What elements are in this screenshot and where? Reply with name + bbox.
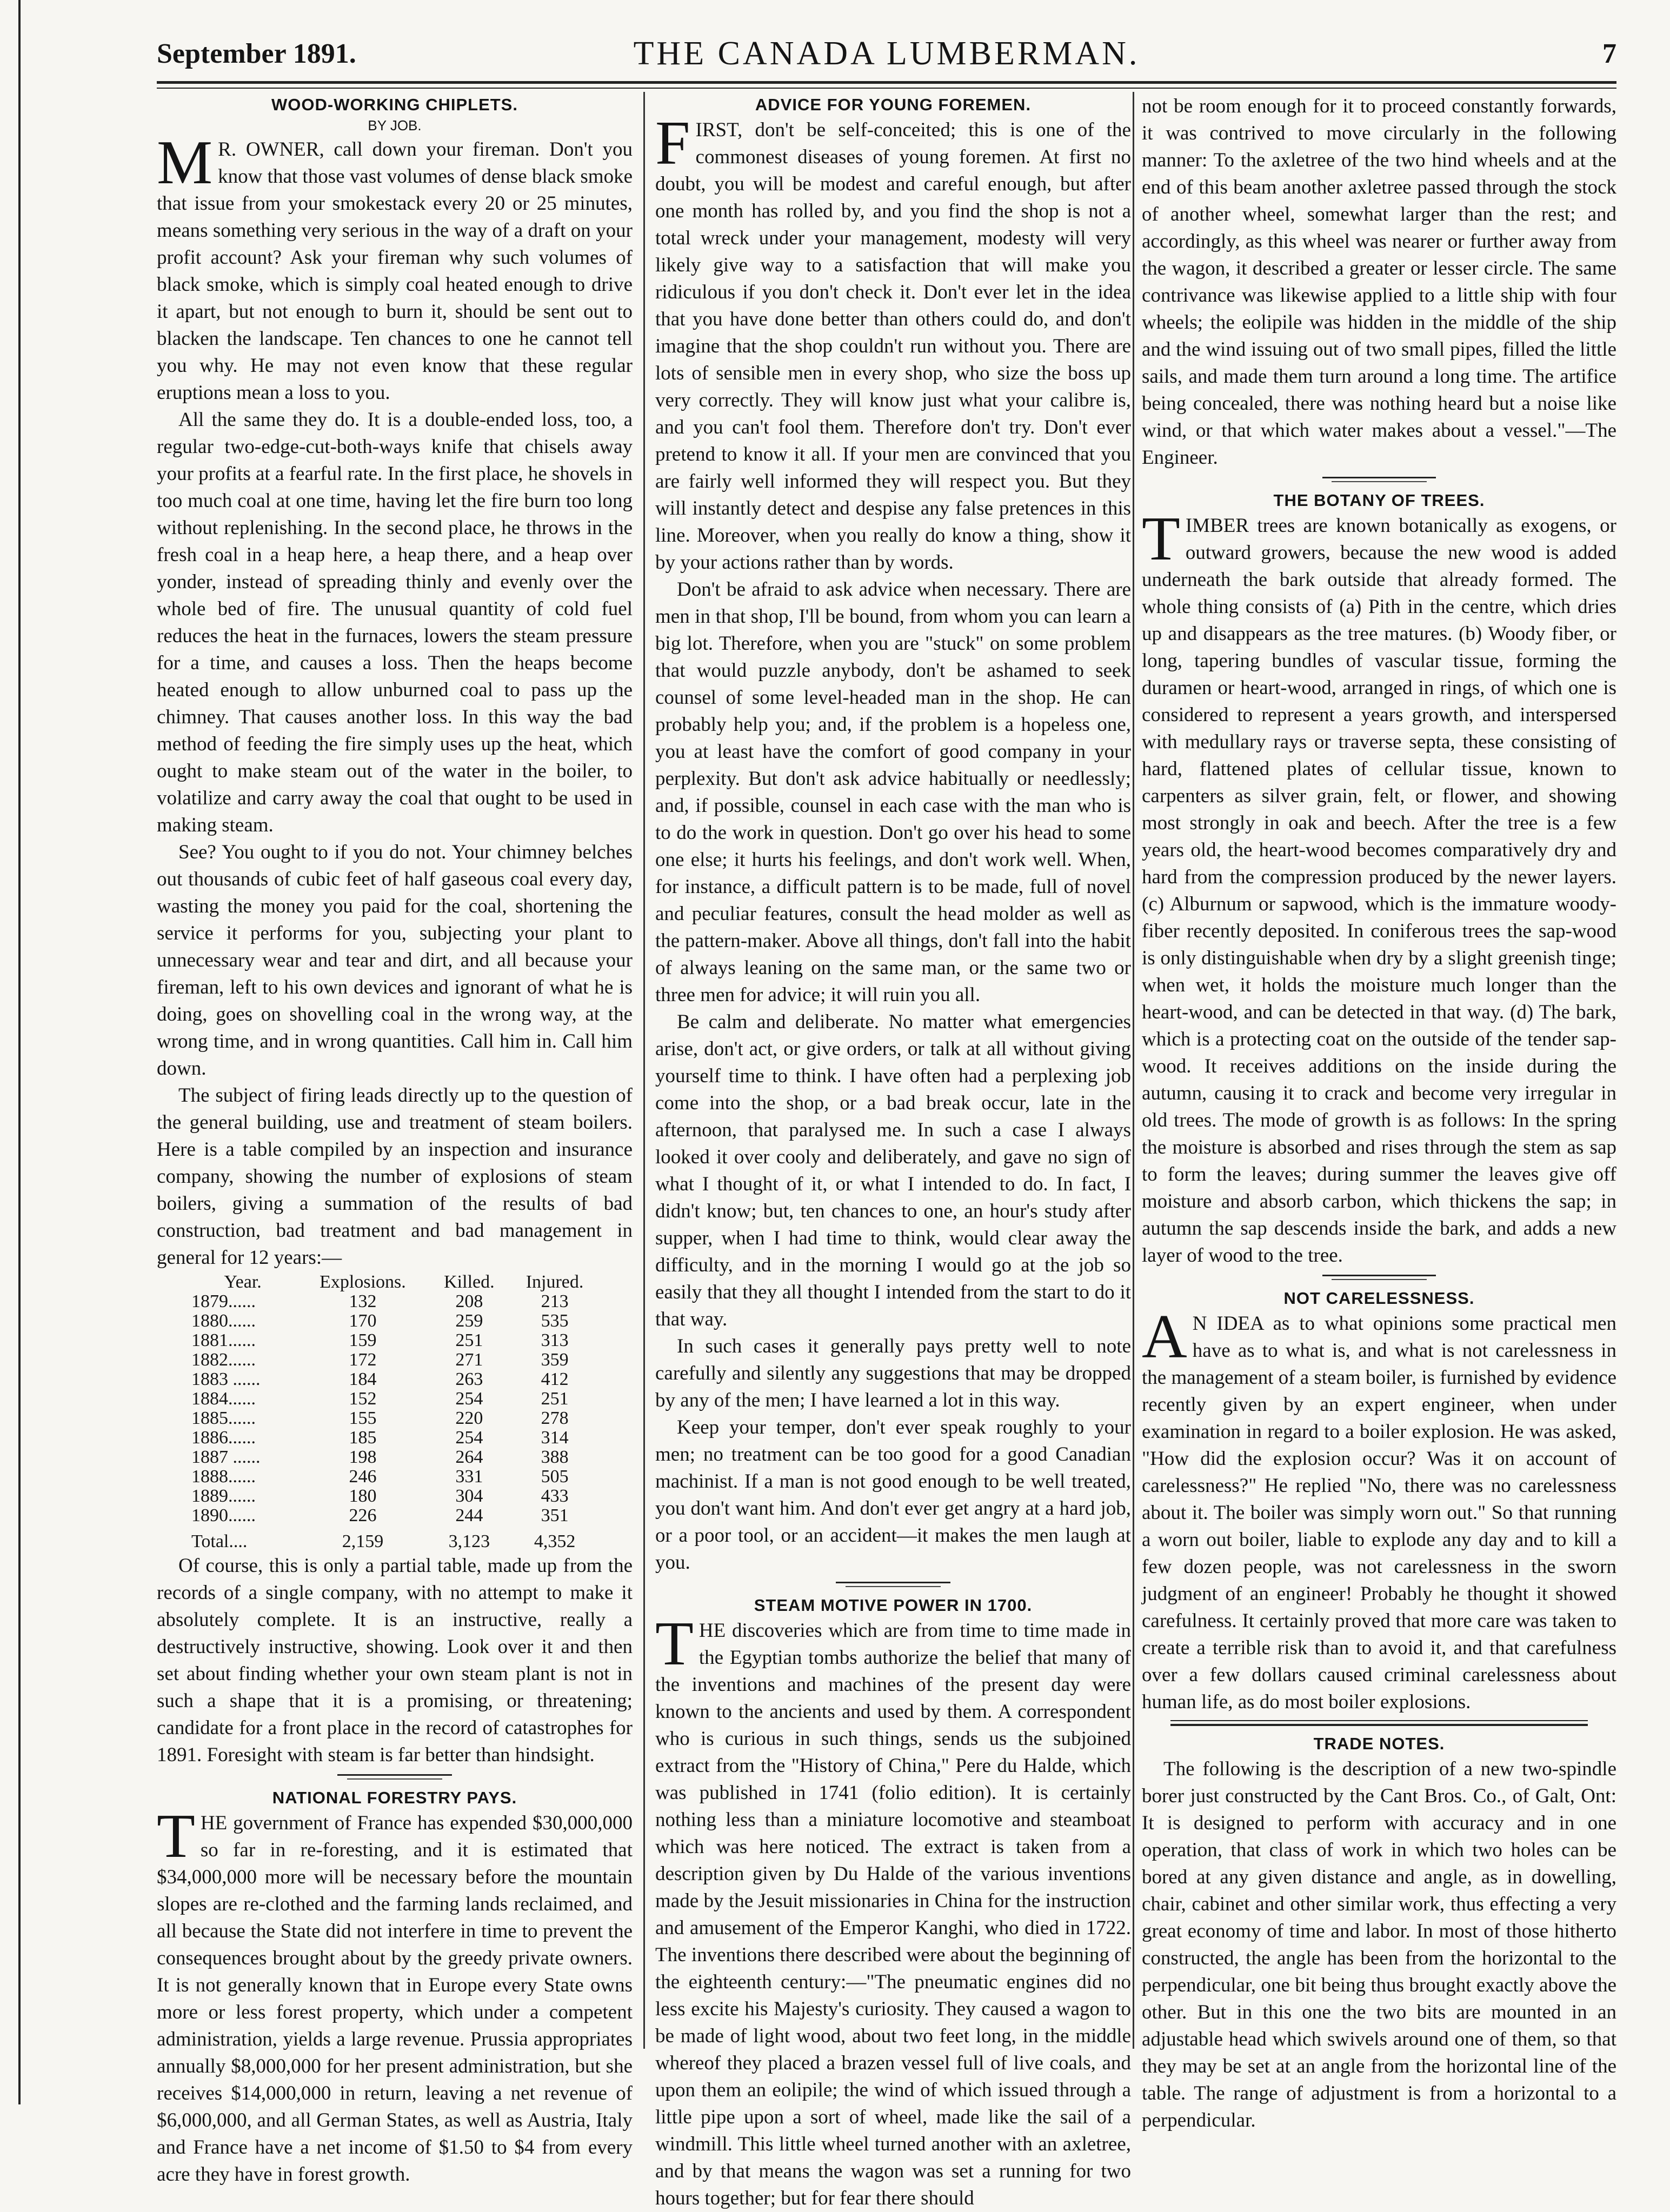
table-row <box>189 1428 600 1448</box>
table-cell: 213 <box>541 1291 569 1311</box>
table-cell: 1879...... <box>191 1291 256 1311</box>
table-cell: 263 <box>455 1369 483 1389</box>
article-byline: BY JOB. <box>368 117 422 134</box>
table-cell: 184 <box>349 1369 377 1389</box>
table-cell: 535 <box>541 1311 569 1331</box>
table-cell: 388 <box>541 1447 569 1467</box>
masthead-rule-thin <box>157 88 1616 89</box>
article-paragraph: FIRST, don't be self-conceited; this is one of the commonest diseases of young foremen. At first no doubt, you will be modest and careful enough, but after one month has rolled by, and you find the shop is not a total wreck under your management, modesty will very likely give way to a satisfaction that will make you ridiculous if you don't check it. Don't ever let in the idea that you have done better than others could do, and don't imagine that the shop couldn't run without you. There are lots of sensible men in every shop, who size the boss up very correctly. They will know just what your calibre is, and you can't fool them. Therefore don't try. Don't ever pretend to know it all. If your men are convinced that you are fairly well informed they will respect you. But they will instantly detect and despise any false pretences in this line. Moreover, when you really do know a thing, show it by your actions rather than by words. <box>655 109 1131 574</box>
page-number: 7 <box>1602 38 1616 69</box>
table-cell: 1884...... <box>191 1389 256 1409</box>
table-cell: 1887 ...... <box>191 1447 261 1467</box>
table-row <box>189 1389 600 1409</box>
table-cell: 185 <box>349 1428 377 1448</box>
table-cell: Total.... <box>191 1531 248 1551</box>
table-cell: 244 <box>455 1505 483 1525</box>
issue-date: September 1891. <box>157 38 356 69</box>
article-headline: NATIONAL FORESTRY PAYS. <box>272 1788 517 1807</box>
table-cell: 271 <box>455 1350 483 1370</box>
boiler-explosions-table <box>189 1272 600 1551</box>
article-separator <box>655 1576 1131 1594</box>
table-cell: 159 <box>349 1330 377 1350</box>
table-cell: 278 <box>541 1408 569 1428</box>
table-row <box>189 1350 600 1370</box>
table-cell: 180 <box>349 1486 377 1506</box>
article-paragraph: Of course, this is only a partial table, made up from the records of a single company, with no attempt to make it absolutely complete. It is an instructive, really a destructively instructive, showing. Look over it and then set about finding whether your own steam plant is not in such a shape that it is a promising, or threatening; candidate for a front place in the record of catastrophes for 1891. Foresight with steam is far better than hindsight. <box>157 1555 633 1766</box>
table-cell: 505 <box>541 1467 569 1487</box>
table-cell: 1886...... <box>191 1428 256 1448</box>
table-cell: 1881...... <box>191 1330 256 1350</box>
article-paragraph: All the same they do. It is a double-ended loss, too, a regular two-edge-cut-both-ways knife that chisels away your profits at a fearful rate. In the first place, he shovels in too much coal at one time, having let the fire burn too long without replenishing. In the second place, he throws in the fresh coal in a heap here, a heap there, and a heap over yonder, instead of spreading thinly and evenly over the whole bed of fire. The unusual quantity of cold fuel reduces the heat in the furnaces, lowers the steam pressure for a time, and causes a loss. Then the heaps become heated enough to allow unburned coal to pass up the chimney. That causes another loss. In this way the bad method of feeding the fire simply uses up the heat, which ought to make steam out of the water in the boiler, to volatilize and carry away the coal that ought to be used in making steam. <box>157 409 633 836</box>
article-paragraph: In such cases it generally pays pretty well to note carefully and silently any suggestions that may be dropped by any of the men; I have learned a lot in this way. <box>655 1335 1131 1411</box>
article-headline: NOT CARELESSNESS. <box>1283 1289 1475 1308</box>
table-header: Killed. <box>444 1272 495 1292</box>
table-cell: 412 <box>541 1369 569 1389</box>
article-headline: THE BOTANY OF TREES. <box>1273 491 1485 510</box>
article-paragraph: Don't be afraid to ask advice when necessary. There are men in that shop, I'll be bound, from whom you can learn a big lot. Therefore, when you are "stuck" on some problem that would puzzle anybody, don't be ashamed to seek counsel of some level-headed man in the shop. He can probably help you; and, if the problem is a hopeless one, you at least have the comfort of good company in your perplexity. But don't ask advice habitually or needlessly; and, if possible, counsel in each case with the man who is to do the work in question. Don't go over his head to some one else; it hurts his feelings, and don't work well. When, for instance, a difficult pattern is to be made, full of novel and peculiar features, consult the head molder as well as the pattern-maker. Above all things, don't fall into the habit of always leaning on the same man, or the same two or three men for advice; it will ruin you all. <box>655 578 1131 1006</box>
article-paragraph: Be calm and deliberate. No matter what emergencies arise, don't act, or give orders, or talk at all without giving yourself time to think. I have often had a perplexing job come into the shop, or a bad break occur, late in the afternoon, that paralysed me. In such a case I always looked it over cooly and deliberately, and gave no sign of what I thought of it, or what I intended to do. In fact, I didn't know; but, ten chances to one, an hour's study after supper, when I had time to think, would clear away the difficulty, and in the morning I would go at the job so easily that they all thought I intended from the start to do it that way. <box>655 1011 1131 1330</box>
article-paragraph: MR. OWNER, call down your fireman. Don't you know that those vast volumes of dense black smoke that issue from your smokestack every 20 or 25 minutes, means something very serious in the way of a draft on your profit account? Ask your fireman why such volumes of black smoke, which is simply coal heated enough to drive it apart, but not enough to burn it, should be sent out to blacken the landscape. Ten chances to one he cannot tell you why. He may not even know that these regular eruptions mean a loss to you. <box>157 128 633 404</box>
table-row <box>189 1331 600 1350</box>
table-cell: 304 <box>455 1486 483 1506</box>
article-paragraph: THE government of France has expended $30,000,000 so far in re-foresting, and it is estimated that $34,000,000 more will be necessary before the mountain slopes are re-clothed and the farming lands reclaimed, and all because the State did not interfere in time to prevent the consequences brought about by the greedy private owners. It is not generally known that in Europe every State owns more or less forest property, which under a competent administration, yields a large revenue. Prussia appropriates annually $8,000,000 for her present administration, but she receives $14,000,000 in return, leaving a net revenue of $6,000,000, and all German States, as well as Austria, Italy and France have a net income of $1.50 to $4 from every acre they have in forest growth. <box>157 1802 633 2186</box>
column-divider <box>1133 92 1134 2049</box>
table-cell: 259 <box>455 1311 483 1331</box>
table-cell: 254 <box>455 1428 483 1448</box>
table-cell: 220 <box>455 1408 483 1428</box>
table-cell: 1883 ...... <box>191 1369 261 1389</box>
table-cell: 1880...... <box>191 1311 256 1331</box>
column-2 <box>655 93 1131 2209</box>
table-cell: 4,352 <box>534 1531 576 1551</box>
table-header-row <box>189 1272 600 1292</box>
article-separator <box>1142 471 1616 489</box>
table-cell: 3,123 <box>448 1531 490 1551</box>
masthead <box>157 35 1616 81</box>
table-cell: 314 <box>541 1428 569 1448</box>
article-headline: TRADE NOTES. <box>1313 1734 1445 1753</box>
table-header: Injured. <box>525 1272 584 1292</box>
table-cell: 198 <box>349 1447 377 1467</box>
table-cell: 1882...... <box>191 1350 256 1370</box>
article-continuation: not be room enough for it to proceed constantly forwards, it was contrived to move circularly in the following manner: To the axletree of the two hind wheels and at the end of this beam another axletree passed through the stock of another wheel, somewhat larger than the rest; and accordingly, as this wheel was nearer or further away from the wagon, it described a greater or lesser circle. The same contrivance was likewise applied to a little ship with four wheels; the eolipile was hidden in the middle of the ship and the wind issuing out of two small pipes, filled the little sails, and made them turn around a long time. The artifice being concealed, there was nothing heard but a noise like wind, or that which water makes about a vessel."—The Engineer. <box>1142 95 1616 469</box>
table-cell: 155 <box>349 1408 377 1428</box>
table-total-row <box>189 1525 600 1551</box>
table-cell: 264 <box>455 1447 483 1467</box>
table-cell: 226 <box>349 1505 377 1525</box>
article-paragraph: The following is the description of a new two-spindle borer just constructed by the Cant Bros. Co., of Galt, Ont: It is designed to perform with accuracy and in one operation, that class of work in which two holes can be bored at any given distance and angle, as in dowelling, chair, cabinet and other similar work, thus effecting a very great economy of time and labor. In most of those hitherto constructed, the angle has been from the horizontal to the perpendicular, one bit being thus brought exactly above the other. But in this one the two bits are mounted in an adjustable head which swivels around one of them, so that they may be set at an angle from the horizontal line of the table. The range of adjustment is from a horizontal to a perpendicular. <box>1142 1758 1616 2131</box>
table-row <box>189 1311 600 1331</box>
article-headline: STEAM MOTIVE POWER IN 1700. <box>754 1596 1033 1615</box>
table-cell: 1890...... <box>191 1505 256 1525</box>
table-cell: 132 <box>349 1291 377 1311</box>
article-headline: ADVICE FOR YOUNG FOREMEN. <box>755 95 1032 114</box>
table-header: Explosions. <box>320 1272 406 1292</box>
table-row <box>189 1487 600 1506</box>
article-paragraph: THE discoveries which are from time to time made in the Egyptian tombs authorize the belief that many of the inventions and machines of the present day were known to the ancients and used by them. A correspondent who is curious in such things, sends us the subjoined extract from the "History of China," Pere du Halde, which was published in 1741 (folio edition). It is certainly nothing less than a miniature locomotive and steamboat which was here noticed. The extract is taken from a description given by Du Halde of the various inventions made by the Jesuit missionaries in China for the instruction and amusement of the Emperor Kanghi, who died in 1722. The inventions there described were about the beginning of the eighteenth century:—"The pneumatic engines did no less excite his Majesty's curiosity. They caused a wagon to be made of light wood, about two feet long, in the middle whereof they placed a brazen vessel full of live coals, and upon them an eolipile; the wind of which issued through a little pipe upon a sort of wheel, made like the sail of a windmill. This little wheel turned another with an axletree, and by that means the wagon was set a running for two hours together; but for fear there should <box>655 1609 1131 2209</box>
table-cell: 1889...... <box>191 1486 256 1506</box>
table-cell: 313 <box>541 1330 569 1350</box>
article-separator <box>1142 1716 1616 1732</box>
table-row <box>189 1409 600 1428</box>
masthead-rule-thick <box>157 81 1616 84</box>
article-paragraph: The subject of firing leads directly up to the question of the general building, use and treatment of steam boilers. Here is a table compiled by an inspection and insurance company, showing the number of explosions of steam boilers, giving a summation of the results of bad construction, bad treatment and bad management in general for 12 years:— <box>157 1084 633 1269</box>
table-row <box>189 1448 600 1467</box>
table-cell: 359 <box>541 1350 569 1370</box>
article-paragraph: Keep your temper, don't ever speak roughly to your men; no treatment can be too good for a good Canadian machinist. If a man is not good enough to be well treated, you don't want him. And don't ever get angry at a hard job, or a poor tool, or an accident—it makes the men laugh at you. <box>655 1416 1131 1574</box>
column-1 <box>157 93 633 2186</box>
table-cell: 331 <box>455 1467 483 1487</box>
table-cell: 2,159 <box>342 1531 384 1551</box>
table-header: Year. <box>224 1272 262 1292</box>
table-cell: 433 <box>541 1486 569 1506</box>
article-paragraph: See? You ought to if you do not. Your chimney belches out thousands of cubic feet of half gaseous coal every day, wasting the money you paid for the coal, shortening the service it performs for you, subjecting your plant to unnecessary wear and tear and dirt, and all because your fireman, left to his own devices and ignorant of what he is doing, goes on shovelling coal in the wrong way, at the wrong time, and in wrong quantities. Call him in. Call him down. <box>157 841 633 1080</box>
table-cell: 251 <box>455 1330 483 1350</box>
table-cell: 152 <box>349 1389 377 1409</box>
table-cell: 246 <box>349 1467 377 1487</box>
table-cell: 351 <box>541 1505 569 1525</box>
table-row <box>189 1370 600 1389</box>
table-cell: 1888...... <box>191 1467 256 1487</box>
table-cell: 1885...... <box>191 1408 256 1428</box>
table-row <box>189 1467 600 1487</box>
article-paragraph: AN IDEA as to what opinions some practical men have as to what is, and what is not carelessness in the management of a steam boiler, is furnished by evidence recently given by an expert engineer, when under examination in regard to a boiler explosion. He was asked, "How did the explosion occur? Was it on account of carelessness?" He replied "No, there was no carelessness about it. The boiler was simply worn out." So that running a worn out boiler, liable to explode any day and to kill a few dozen people, was not carelessness in the sworn judgment of an engineer! Probably he thought it showed carefulness. It certainly proved that more care was taken to create a terrible risk than to avoid it, and that carefulness over a few dollars caused criminal carelessness about human life, as do most boiler explosions. <box>1142 1302 1616 1713</box>
table-cell: 251 <box>541 1389 569 1409</box>
table-cell: 254 <box>455 1389 483 1409</box>
article-separator <box>1142 1269 1616 1287</box>
binding-edge-rule <box>18 0 21 2104</box>
table-row <box>189 1506 600 1525</box>
table-row <box>189 1292 600 1311</box>
table-cell: 172 <box>349 1350 377 1370</box>
column-3 <box>1142 93 1616 2131</box>
table-cell: 170 <box>349 1311 377 1331</box>
table-cell: 208 <box>455 1291 483 1311</box>
article-paragraph: TIMBER trees are known botanically as exogens, or outward growers, because the new wood is added underneath the bark outside that already formed. The whole thing consists of (a) Pith in the centre, which dries up and disappears as the tree matures. (b) Woody fiber, or long, tapering bundles of vascular tissue, forming the duramen or heart-wood, arranged in rings, of which one is considered to represent a years growth, and interspersed with medullary rays or traverse septa, these consisting of hard, flattened plates of cellular tissue, known to carpenters as silver grain, felt, or flower, and showing most strongly in oak and beech. After the tree is a few years old, the heart-wood becomes comparatively dry and hard from the compression produced by the newer layers. (c) Alburnum or sapwood, which is the immature woody-fiber recently deposited. In coniferous trees the sap-wood is only distinguishable when dry by a slight greenish tinge; when wet, it holds the moisture much longer than the heart-wood, and can be detected in that way. (d) The bark, which is a protecting coat on the outside of the tender sap-wood. It receives additions on the inside during the autumn, causing it to crack and become very irregular in old trees. The mode of growth is as follows: In the spring the moisture is absorbed and rises through the stem as sap to form the leaves; during summer the leaves give off moisture and absorb carbon, which thickens the sap; in autumn the sap descends inside the bark, and adds a new layer of wood to the tree. <box>1142 504 1616 1267</box>
article-headline: WOOD-WORKING CHIPLETS. <box>271 95 518 114</box>
article-separator <box>157 1769 633 1786</box>
column-divider <box>643 92 645 2049</box>
newspaper-title: THE CANADA LUMBERMAN. <box>633 35 1140 72</box>
